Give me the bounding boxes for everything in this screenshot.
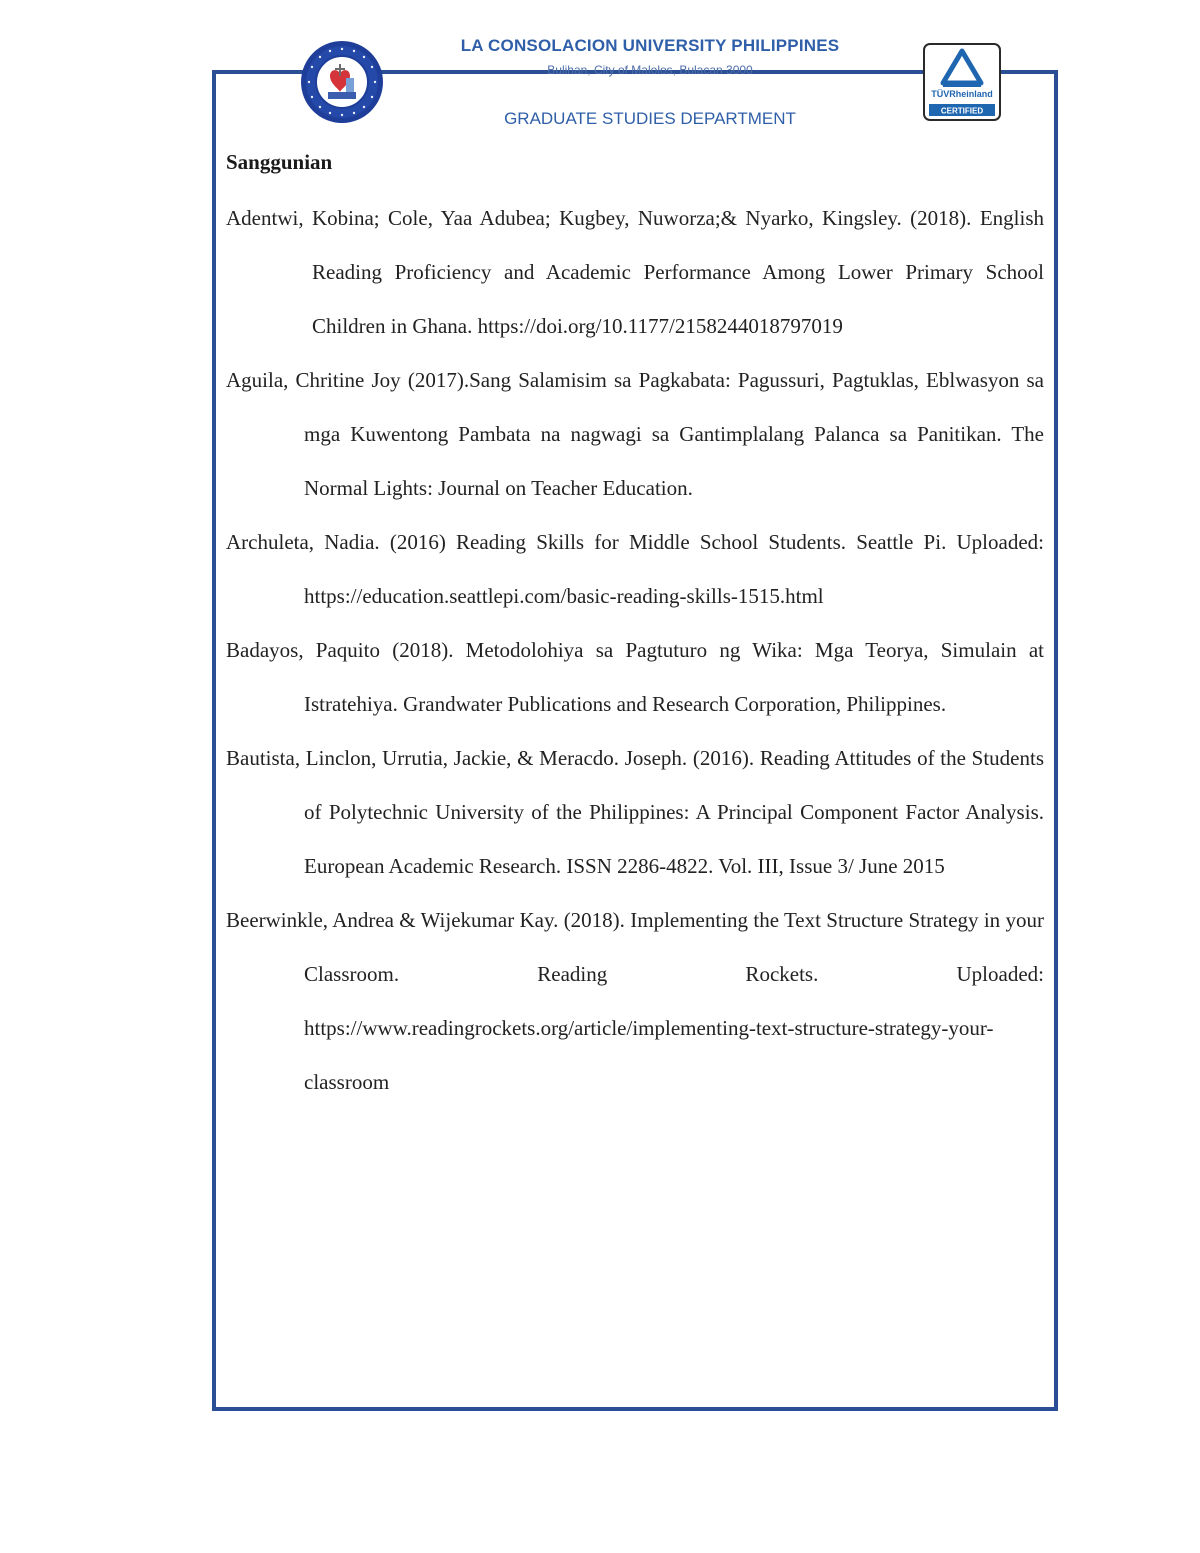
reference-entry: Archuleta, Nadia. (2016) Reading Skills for Middle School Students. Seattle Pi. Uploaded: https://education.seattlepi.com/basic-reading-skills-1515.html [226, 530, 1044, 608]
cert-label-text: CERTIFIED [940, 106, 984, 116]
university-seal-icon [300, 40, 384, 124]
reference-entry: Beerwinkle, Andrea & Wijekumar Kay. (2018). Implementing the Text Structure Strategy in your Classroom. Reading Rockets. Uploaded: https://www.readingrockets.org/article/implementing-text-structure-strategy-your-classroom [226, 908, 1044, 1094]
reference-entry: Aguila, Chritine Joy (2017).Sang Salamisim sa Pagkabata: Pagussuri, Pagtuklas, Eblwasyon sa mga Kuwentong Pambata na nagwagi sa Gantimplalang Palanca sa Panitikan. The Normal Lights: Journal on Teacher Education. [226, 368, 1044, 500]
reference-entry: Adentwi, Kobina; Cole, Yaa Adubea; Kugbey, Nuworza;& Nyarko, Kingsley. (2018). English Reading Proficiency and Academic Performance Among Lower Primary School Children in Ghana. https://doi.org/10.1177/2158244018797019 [226, 206, 1044, 338]
university-name: LA CONSOLACION UNIVERSITY PHILIPPINES [460, 36, 840, 55]
references-list [226, 191, 1044, 1109]
references-heading: Sanggunian [226, 150, 333, 174]
reference-entry: Bautista, Linclon, Urrutia, Jackie, & Meracdo. Joseph. (2016). Reading Attitudes of the Students of Polytechnic University of the Philippines: A Principal Component Factor Analysis. European Academic Research. ISSN 2286-4822. Vol. III, Issue 3/ June 2015 [226, 746, 1044, 878]
department-name: GRADUATE STUDIES DEPARTMENT [504, 109, 796, 128]
reference-entry: Badayos, Paquito (2018). Metodolohiya sa Pagtuturo ng Wika: Mga Teorya, Simulain at Istratehiya. Grandwater Publications and Research Corporation, Philippines. [226, 638, 1044, 716]
tuv-rheinland-certified-icon [923, 43, 1001, 121]
university-address: Bulihan, City of Malolos, Bulacan 3000 [547, 63, 753, 77]
cert-brand-text: TÜVRheinland [931, 89, 993, 99]
